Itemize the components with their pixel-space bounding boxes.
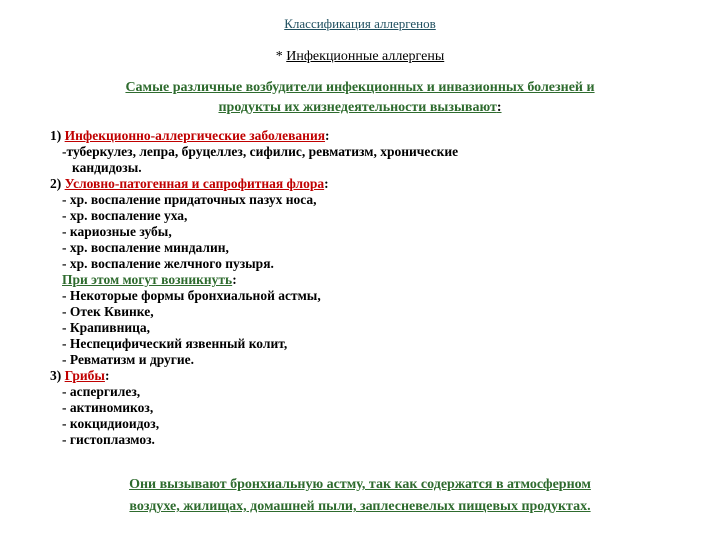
footer-line-1: Они вызывают бронхиальную астму, так как содержатся в атмосферном	[129, 477, 591, 492]
section-3-title: Грибы	[64, 368, 105, 383]
section-1-heading: 1) Инфекционно-аллергические заболевания:	[50, 128, 330, 143]
page-title: Классификация аллергенов	[284, 16, 436, 31]
allergen-list	[50, 128, 670, 448]
list-item: кандидозы.	[72, 160, 142, 175]
list-item: - гистоплазмоз.	[62, 432, 155, 447]
section-3-heading: 3) Грибы:	[50, 368, 110, 383]
footer-line-2: воздухе, жилищах, домашней пыли, заплесневелых пищевых продуктах.	[129, 499, 591, 514]
list-item: - Ревматизм и другие.	[62, 352, 195, 367]
section-2-title: Условно-патогенная и сапрофитная флора	[64, 176, 325, 191]
list-item: - хр. воспаление желчного пузыря.	[62, 256, 274, 271]
section-1-title: Инфекционно-аллергические заболевания	[64, 128, 326, 143]
list-item: - хр. воспаление уха,	[62, 208, 188, 223]
list-item: - кариозные зубы,	[62, 224, 172, 239]
subtitle-text: Инфекционные аллергены	[286, 49, 445, 64]
footer-paragraph	[40, 474, 680, 518]
list-item: - Отек Квинке,	[62, 304, 154, 319]
list-item: - хр. воспаление придаточных пазух носа,	[62, 192, 317, 207]
intro-line-1: Самые различные возбудители инфекционных и инвазионных болезней и	[125, 80, 595, 95]
list-item: - кокцидиоидоз,	[62, 416, 160, 431]
list-item: -туберкулез, лепра, бруцеллез, сифилис, ревматизм, хронические	[62, 144, 459, 159]
section-2-heading: 2) Условно-патогенная и сапрофитная флора:	[50, 176, 329, 191]
list-item: - актиномикоз,	[62, 400, 154, 415]
subtitle-star: *	[275, 49, 287, 64]
list-item: - Неспецифический язвенный колит,	[62, 336, 288, 351]
list-item: - Крапивница,	[62, 320, 151, 335]
list-item: - Некоторые формы бронхиальной астмы,	[62, 288, 321, 303]
section-2-subheading: При этом могут возникнуть:	[62, 272, 237, 287]
intro-line-2: продукты их жизнедеятельности вызывают:	[218, 100, 502, 115]
list-item: - хр. воспаление миндалин,	[62, 240, 229, 255]
intro-paragraph	[40, 78, 680, 118]
list-item: - аспергилез,	[62, 384, 141, 399]
subtitle	[0, 48, 720, 65]
